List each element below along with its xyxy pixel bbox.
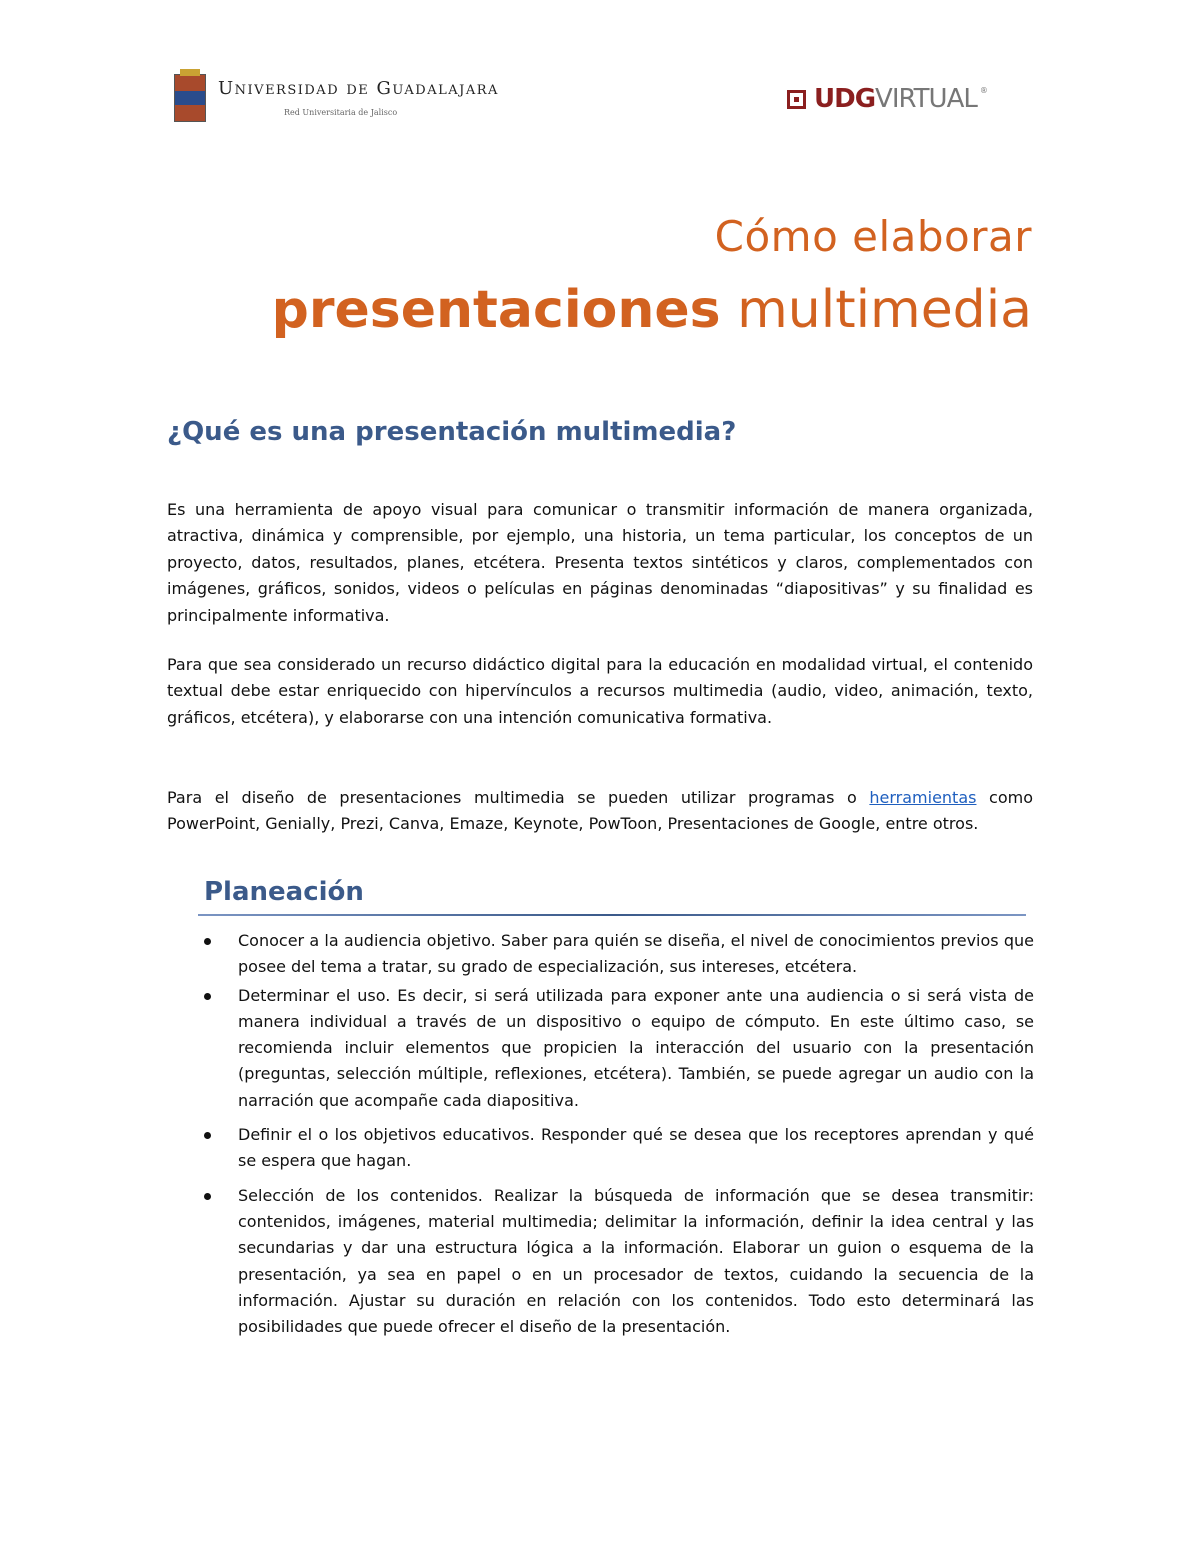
bullet-icon <box>204 938 211 945</box>
udg-square-icon <box>787 90 806 109</box>
paragraph-3-start: Para el diseño de presentaciones multimedia se pueden utilizar programas o <box>167 788 870 807</box>
list-item <box>204 928 1034 981</box>
university-shield-icon <box>174 74 206 122</box>
university-subtitle: Red Universitaria de Jalisco <box>284 108 398 117</box>
bullet-icon <box>204 1193 211 1200</box>
title-bold-word: presentaciones <box>271 280 721 340</box>
bullet-icon <box>204 1132 211 1139</box>
list-item-text: Determinar el uso. Es decir, si será utilizada para exponer ante una audiencia o si será vista de manera individual a través de un dispositivo o equipo de cómputo. En este último caso, se recomienda incluir elementos que propicien la interacción del usuario con la presentación (preguntas, selección múltiple, reflexiones, etcétera). También, se puede agregar un audio con la narración que acompañe cada diapositiva. <box>238 985 1034 1110</box>
list-item <box>204 983 1034 1114</box>
udgvirtual-logo <box>787 84 988 114</box>
brand-registered-mark: ® <box>979 86 988 95</box>
section-divider <box>198 914 1026 916</box>
brand-part-udg: UDG <box>814 84 876 114</box>
intro-paragraph-3 <box>167 785 1033 838</box>
title-line-2 <box>272 280 1032 340</box>
bullet-icon <box>204 993 211 1000</box>
intro-paragraph-1: Es una herramienta de apoyo visual para comunicar o transmitir información de manera organizada, atractiva, dinámica y comprensible, por ejemplo, una historia, un tema particular, los conceptos de un proyecto, datos, resultados, planes, etcétera. Presenta textos sintéticos y claros, complementados con imágenes, gráficos, sonidos, videos o películas en páginas denominadas “diapositivas” y su finalidad es principalmente informativa. <box>167 500 1033 625</box>
university-name: Universidad de Guadalajara <box>218 78 499 99</box>
list-item <box>204 1183 1034 1341</box>
title-line-1: Cómo elaborar <box>714 212 1032 261</box>
planeacion-heading: Planeación <box>204 877 364 907</box>
intro-heading: ¿Qué es una presentación multimedia? <box>167 417 737 447</box>
intro-paragraph-2: Para que sea considerado un recurso didáctico digital para la educación en modalidad virtual, el contenido textual debe estar enriquecido con hipervínculos a recursos multimedia (audio, video, animación, texto, gráficos, etcétera), y elaborarse con una intención comunicativa formativa. <box>167 655 1033 727</box>
title-regular-word: multimedia <box>720 280 1032 340</box>
list-item-text: Conocer a la audiencia objetivo. Saber para quién se diseña, el nivel de conocimientos previos que posee del tema a tratar, su grado de especialización, sus intereses, etcétera. <box>238 931 1034 977</box>
list-item-text: Selección de los contenidos. Realizar la búsqueda de información que se desea transmitir: contenidos, imágenes, material multimedia; delimitar la información, definir la idea central y las secundarias y dar una estructura lógica a la información. Elaborar un guion o esquema de la presentación, ya sea en papel o en un procesador de textos, cuidando la secuencia de la información. Ajustar su duración en relación con los contenidos. Todo esto determinará las posibilidades que puede ofrecer el diseño de la presentación. <box>238 1185 1034 1337</box>
brand-part-virtual: VIRTUAL <box>875 84 977 114</box>
planeacion-list <box>204 928 1034 1340</box>
herramientas-link[interactable]: herramientas <box>869 788 977 807</box>
list-item <box>204 1122 1034 1175</box>
paragraph-3-end: como PowerPoint, Genially, Prezi, Canva, Emaze, Keynote, PowToon, Presentaciones de Google, entre otros. <box>167 788 1034 834</box>
university-logo <box>174 74 499 122</box>
list-item-text: Definir el o los objetivos educativos. Responder qué se desea que los receptores aprendan y qué se espera que hagan. <box>238 1125 1034 1171</box>
